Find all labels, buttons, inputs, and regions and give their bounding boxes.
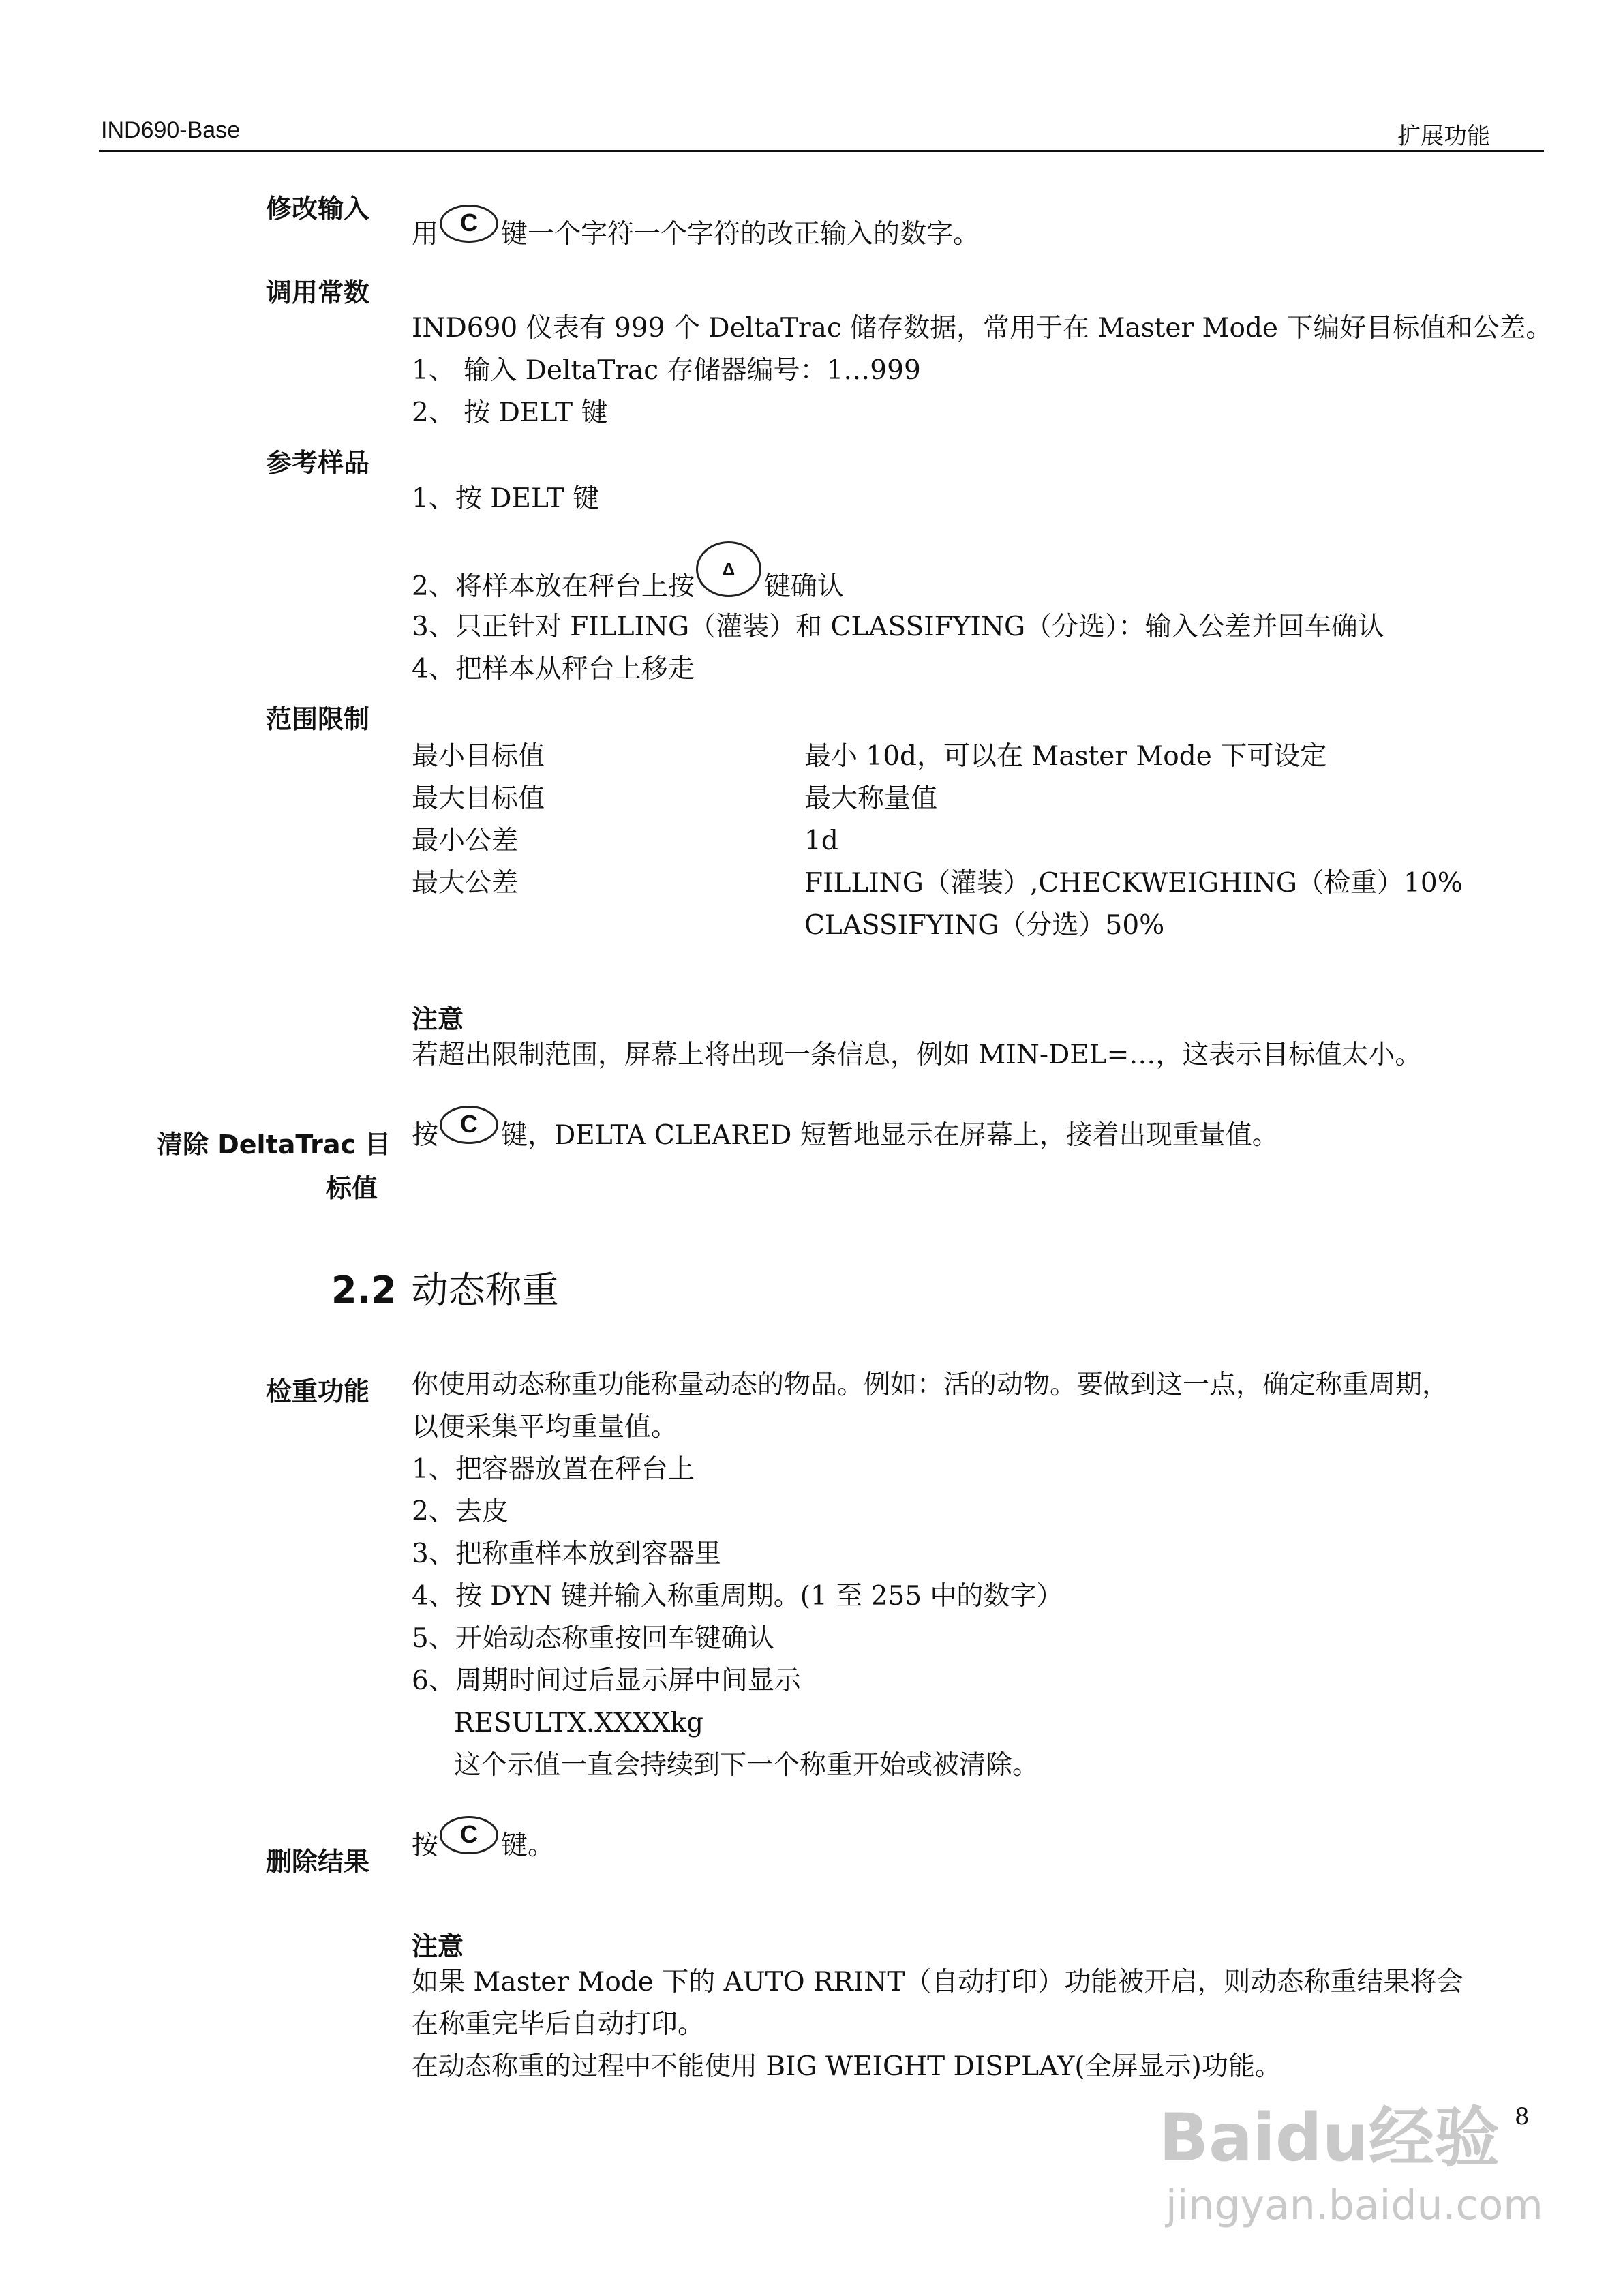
checkweigh-step-3: 3、把称重样本放到容器里: [412, 1539, 721, 1569]
clear-deltatrac-pre: 按: [412, 1120, 439, 1151]
baidu-watermark-url: jingyan.baidu.com: [1166, 2181, 1543, 2229]
range-row-5-value: CLASSIFYING（分选）50%: [804, 910, 1165, 941]
delete-result-text: [412, 1820, 555, 1867]
checkweigh-result: RESULTX.XXXXkg: [454, 1708, 703, 1738]
range-row-4-value: FILLING（灌装）,CHECKWEIGHING（检重）10%: [804, 868, 1463, 898]
section-heading-number: 2.2: [331, 1269, 397, 1312]
note-2-line-1: 如果 Master Mode 下的 AUTO RRINT（自动打印）功能被开启，则动态称重结果将会: [412, 1967, 1463, 1997]
section-heading-title: 动态称重: [411, 1269, 559, 1312]
label-modify-input: 修改输入: [266, 194, 370, 224]
note-1-title: 注意: [412, 1004, 464, 1034]
checkweigh-line-2: 以便采集平均重量值。: [412, 1412, 678, 1442]
label-checkweigh-function: 检重功能: [266, 1376, 370, 1406]
reference-line-1: 1、按 DELT 键: [412, 483, 600, 514]
modify-input-text: [412, 209, 980, 255]
label-clear-deltatrac-line2: 标值: [326, 1173, 378, 1203]
reference-line-3: 3、只正针对 FILLING（灌装）和 CLASSIFYING（分选）：输入公差并回车确认: [412, 611, 1384, 642]
clear-deltatrac-post: 键，DELTA CLEARED 短暂地显示在屏幕上，接着出现重量值。: [501, 1120, 1279, 1151]
reference-line-2-post: 键确认: [763, 571, 844, 602]
modify-input-post: 键一个字符一个字符的改正输入的数字。: [501, 219, 980, 250]
note-2-line-2: 在称重完毕后自动打印。: [412, 2009, 705, 2040]
checkweigh-step-1: 1、把容器放置在秤台上: [412, 1454, 695, 1485]
delete-result-post: 键。: [501, 1830, 555, 1861]
header-section-title: 扩展功能: [1397, 123, 1490, 149]
checkweigh-step-4: 4、按 DYN 键并输入称重周期。(1 至 255 中的数字）: [412, 1581, 1063, 1612]
label-recall-constant: 调用常数: [266, 277, 370, 307]
recall-line-2: 1、 输入 DeltaTrac 存储器编号：1…999: [412, 355, 921, 386]
clear-key-icon: C: [440, 1106, 498, 1144]
note-2-line-3: 在动态称重的过程中不能使用 BIG WEIGHT DISPLAY(全屏显示)功能。: [412, 2051, 1281, 2082]
checkweigh-step-6: 6、周期时间过后显示屏中间显示: [412, 1665, 801, 1696]
checkweigh-line-1: 你使用动态称重功能称量动态的物品。例如：活的动物。要做到这一点，确定称重周期，: [412, 1370, 1449, 1400]
reference-line-2: [412, 560, 844, 616]
section-heading-dynamic-weighing: [331, 1261, 559, 1314]
label-delete-result: 删除结果: [266, 1847, 370, 1877]
range-row-3-value: 1d: [804, 826, 838, 856]
recall-line-3: 2、 按 DELT 键: [412, 397, 608, 428]
header-doc-title: IND690-Base: [101, 117, 241, 143]
label-range-limit: 范围限制: [266, 704, 370, 734]
range-row-2-key: 最大目标值: [412, 783, 545, 814]
checkweigh-result-note: 这个示值一直会持续到下一个称重开始或被清除。: [454, 1750, 1040, 1781]
reference-line-4: 4、把样本从秤台上移走: [412, 654, 695, 684]
modify-input-pre: 用: [412, 219, 439, 250]
range-row-3-key: 最小公差: [412, 826, 519, 856]
checkweigh-step-2: 2、去皮: [412, 1496, 509, 1527]
clear-deltatrac-text: [412, 1110, 1279, 1156]
note-2-title: 注意: [412, 1931, 464, 1961]
label-clear-deltatrac-line1: 清除 DeltaTrac 目: [157, 1130, 391, 1160]
label-reference-sample: 参考样品: [266, 448, 370, 478]
recall-line-1: IND690 仪表有 999 个 DeltaTrac 储存数据，常用于在 Master Mode 下编好目标值和公差。: [412, 313, 1553, 344]
range-row-1-key: 最小目标值: [412, 741, 545, 772]
clear-key-icon: C: [440, 1816, 498, 1854]
range-row-4-key: 最大公差: [412, 868, 519, 898]
baidu-watermark-logo: Baidu经验: [1159, 2100, 1500, 2176]
range-row-1-value: 最小 10d，可以在 Master Mode 下可设定: [804, 741, 1327, 772]
checkweigh-step-5: 5、开始动态称重按回车键确认: [412, 1623, 774, 1654]
reference-line-2-pre: 2、将样本放在秤台上按: [412, 571, 695, 602]
note-1-text: 若超出限制范围，屏幕上将出现一条信息，例如 MIN-DEL=…，这表示目标值太小。: [412, 1040, 1422, 1070]
header-rule: [99, 150, 1544, 152]
sample-key-icon: Δ: [696, 541, 761, 597]
page-number: 8: [1515, 2103, 1530, 2130]
range-row-2-value: 最大称量值: [804, 783, 938, 814]
delete-result-pre: 按: [412, 1830, 439, 1861]
clear-key-icon: C: [440, 205, 498, 243]
